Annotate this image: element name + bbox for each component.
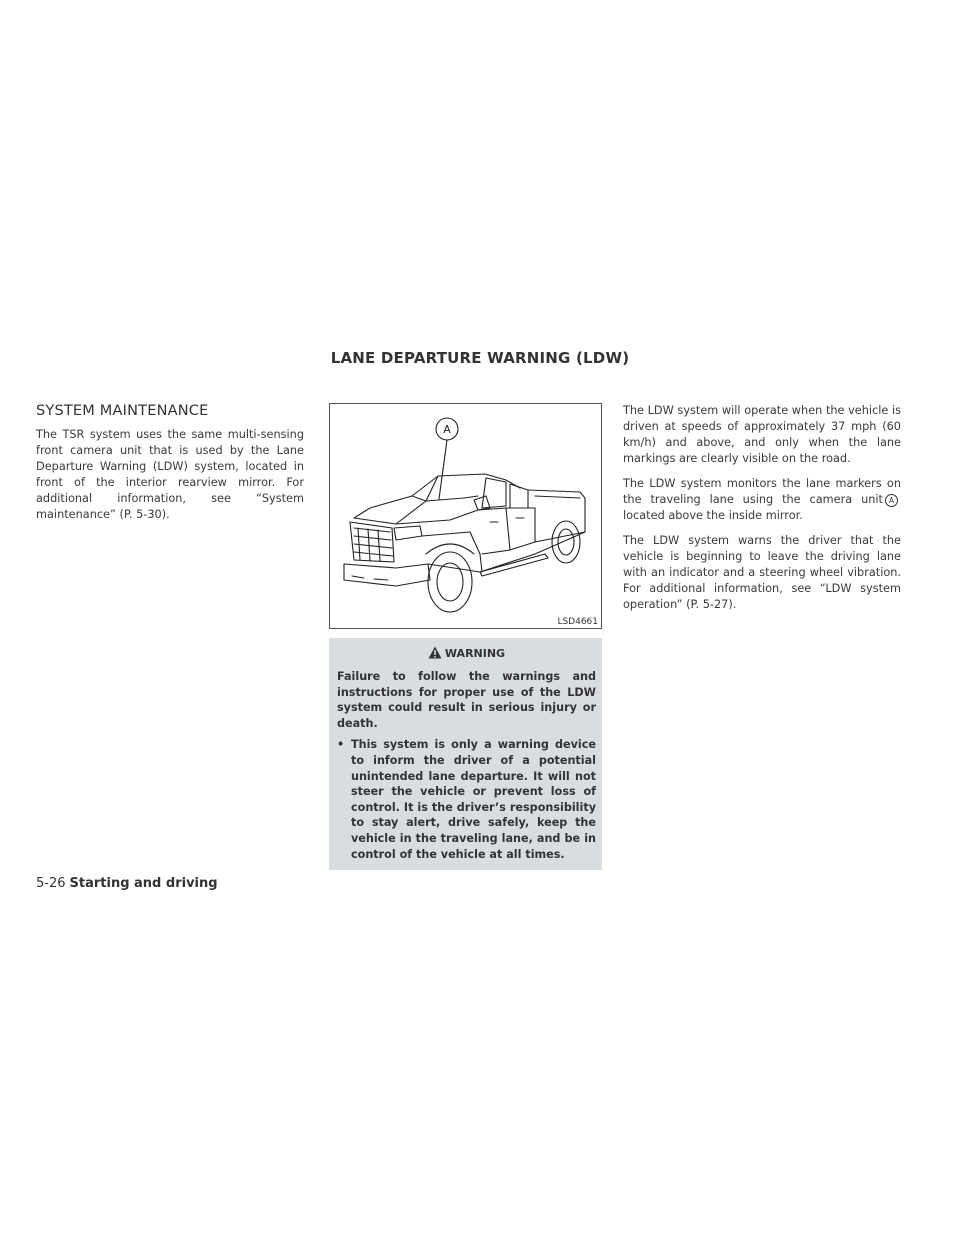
warning-box [329, 638, 602, 870]
system-maintenance-heading: SYSTEM MAINTENANCE [36, 403, 209, 419]
pickup-truck-illustration [330, 404, 601, 628]
warning-heading [337, 646, 596, 660]
warning-title: WARNING [444, 647, 506, 660]
bullet-marker: • [337, 738, 345, 752]
ldw-operation-paragraph: The LDW system will operate when the vehicle is driven at speeds of approximately 37 mph (60 km/h) and above, and only when the lane markings are clearly visible on the road. [623, 404, 901, 465]
figure-code: LSD4661 [557, 617, 598, 627]
page-footer [36, 876, 218, 891]
left-column [36, 403, 304, 532]
section-header: LANE DEPARTURE WARNING (LDW) [330, 349, 630, 367]
ldw-monitor-text-1: The LDW system monitors the lane markers on the traveling lane using the camera unit [623, 477, 901, 506]
ldw-monitor-paragraph [623, 476, 901, 524]
ldw-monitor-text-2: located above the inside mirror. [623, 509, 803, 522]
callout-a-marker: A [885, 494, 898, 507]
warning-bullet [337, 737, 596, 862]
chapter-title: Starting and driving [69, 876, 218, 891]
warning-bullet-text: This system is only a warning device to inform the driver of a potential unintended lane departure. It will not steer the vehicle or prevent loss of control. It is the driver’s responsibility to stay alert, drive safely, keep the vehicle in the traveling lane, and be in control of the vehicle at all times. [351, 738, 596, 861]
truck-camera-figure [329, 403, 602, 629]
ldw-warns-paragraph: The LDW system warns the driver that the vehicle is beginning to leave the driving lane with an indicator and a steering wheel vibration. For additional information, see “LDW system operation” (P. 5-27). [623, 534, 901, 611]
page-number: 5-26 [36, 876, 66, 891]
system-maintenance-paragraph: The TSR system uses the same multi-sensing front camera unit that is used by the Lane Departure Warning (LDW) system, located in front of the interior rearview mirror. For additional information, see “System maintenance” (P. 5-30). [36, 428, 304, 521]
middle-column [329, 403, 602, 870]
right-column [623, 403, 901, 622]
figure-callout-a: A [443, 423, 451, 436]
warning-intro: Failure to follow the warnings and instructions for proper use of the LDW system could result in serious injury or death. [337, 670, 596, 730]
warning-triangle-icon [428, 646, 442, 659]
